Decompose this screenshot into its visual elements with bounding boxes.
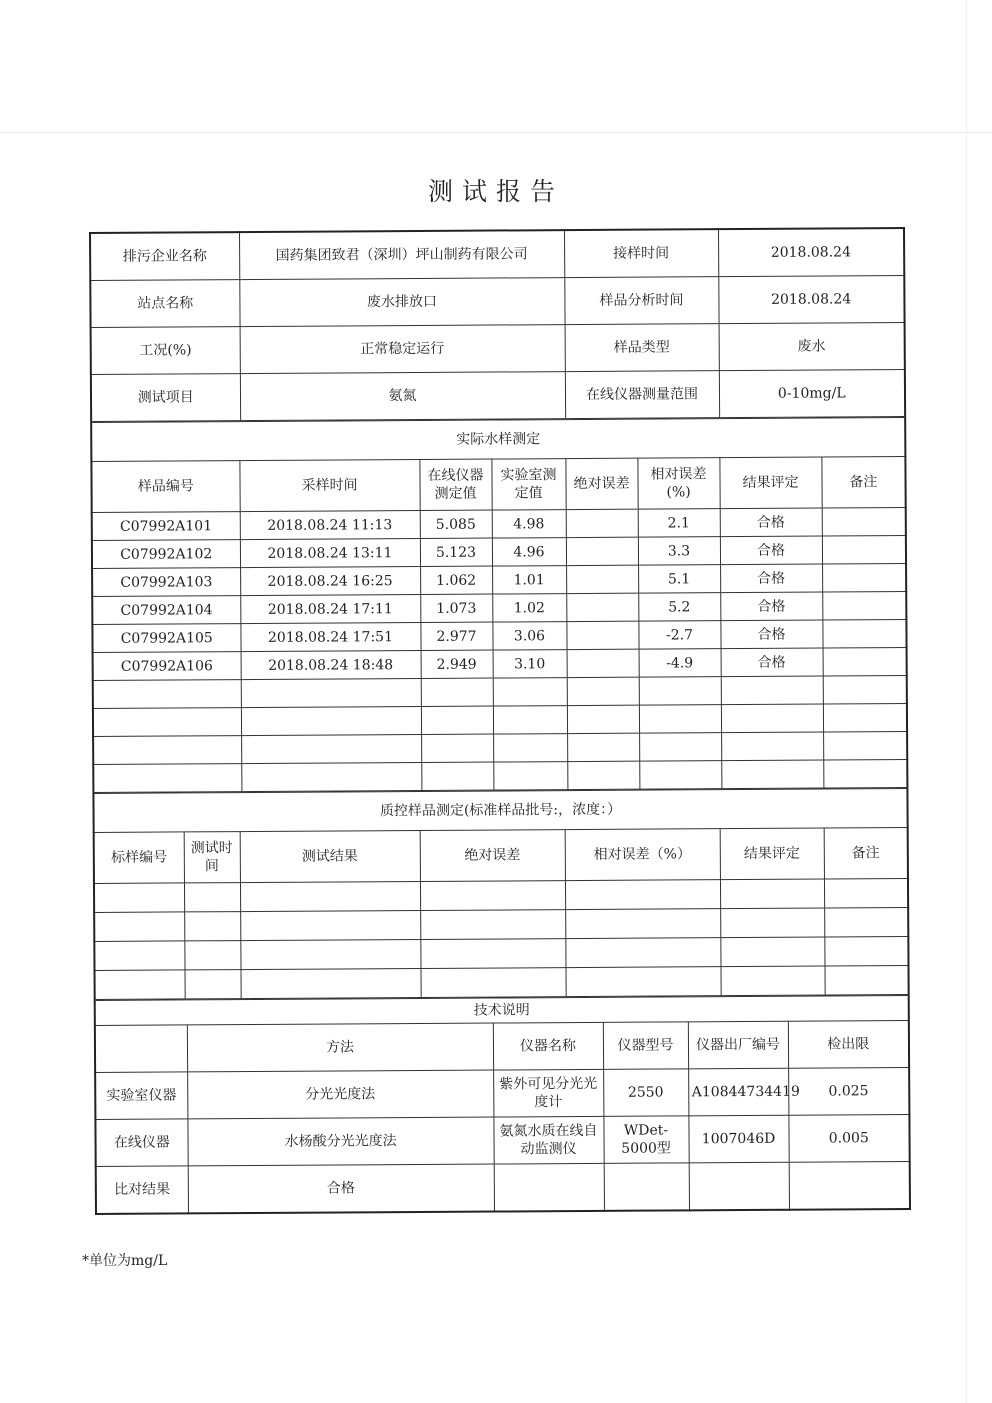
actual-row-cell: 3.3 bbox=[638, 537, 720, 566]
actual-row-cell bbox=[493, 734, 567, 762]
actual-row-cell bbox=[639, 733, 721, 762]
actual-row-cell: 5.085 bbox=[420, 510, 492, 538]
actual-row-cell: 1.01 bbox=[492, 566, 566, 594]
actual-row-cell bbox=[241, 762, 421, 791]
actual-row-cell: 1.062 bbox=[420, 566, 492, 594]
condition-value: 正常稳定运行 bbox=[240, 325, 565, 374]
actual-row-cell: 5.2 bbox=[638, 593, 720, 622]
actual-row-cell bbox=[823, 732, 907, 761]
analysis-time-value: 2018.08.24 bbox=[718, 276, 904, 324]
col-header-online-value: 在线仪器测定值 bbox=[419, 459, 491, 510]
tech-header-detection-limit: 检出限 bbox=[788, 1021, 909, 1069]
actual-row-cell bbox=[567, 705, 639, 733]
qc-row-cell bbox=[720, 937, 824, 967]
actual-row-cell: C07992A102 bbox=[92, 540, 240, 569]
tech-row-cell: WDet-5000型 bbox=[603, 1116, 688, 1164]
col-header-remark: 备注 bbox=[821, 457, 905, 509]
qc-row-cell bbox=[566, 967, 721, 997]
tech-row-cell: 0.025 bbox=[788, 1068, 909, 1116]
actual-row-cell bbox=[639, 705, 721, 734]
actual-row-cell: 4.96 bbox=[492, 538, 566, 566]
qc-rows bbox=[94, 879, 909, 1000]
actual-row-cell bbox=[421, 678, 493, 706]
actual-row-cell: C07992A105 bbox=[92, 624, 240, 653]
actual-row-cell bbox=[93, 736, 241, 765]
actual-row-cell: 1.073 bbox=[420, 594, 492, 622]
actual-row-cell: -4.9 bbox=[639, 649, 721, 678]
range-label: 在线仪器测量范围 bbox=[565, 371, 719, 419]
test-item-value: 氨氮 bbox=[240, 372, 565, 421]
actual-row-cell: 5.123 bbox=[420, 538, 492, 566]
qc-row-cell bbox=[240, 939, 420, 969]
qc-header-test-time: 测试时间 bbox=[184, 832, 240, 883]
site-value: 废水排放口 bbox=[239, 278, 564, 327]
tech-header-instrument-name: 仪器名称 bbox=[493, 1022, 603, 1070]
qc-row-cell bbox=[184, 941, 240, 970]
scan-artifact-line bbox=[0, 132, 992, 133]
tech-row-cell: 氨氮水质在线自动监测仪 bbox=[493, 1116, 603, 1164]
actual-row-cell bbox=[822, 536, 906, 565]
tech-row bbox=[95, 1068, 909, 1120]
col-header-rel-error: 相对误差(%) bbox=[637, 458, 719, 509]
actual-row-cell: -2.7 bbox=[638, 621, 720, 650]
actual-row-cell: 1.02 bbox=[492, 594, 566, 622]
actual-row-cell bbox=[721, 704, 823, 733]
actual-row-cell: 2.1 bbox=[638, 509, 720, 538]
actual-row-cell: 2018.08.24 13:11 bbox=[240, 538, 420, 567]
actual-row-cell bbox=[421, 734, 493, 762]
qc-row-cell bbox=[720, 908, 824, 938]
qc-header-std-id: 标样编号 bbox=[94, 832, 184, 884]
actual-row-cell bbox=[421, 762, 493, 790]
qc-header-remark: 备注 bbox=[824, 828, 908, 880]
actual-row-cell: 5.1 bbox=[638, 565, 720, 594]
tech-row-cell: 水杨酸分光光度法 bbox=[187, 1117, 493, 1166]
qc-row-cell bbox=[94, 912, 184, 942]
actual-row-cell bbox=[822, 620, 906, 649]
qc-row-cell bbox=[824, 937, 908, 967]
actual-row-cell bbox=[721, 676, 823, 705]
tech-row-cell: 实验室仪器 bbox=[95, 1072, 187, 1120]
actual-row-cell: 合格 bbox=[720, 564, 822, 593]
actual-row bbox=[93, 760, 907, 793]
receive-time-label: 接样时间 bbox=[564, 229, 718, 277]
actual-row-cell: C07992A101 bbox=[92, 512, 240, 541]
company-value: 国药集团致君（深圳）坪山制药有限公司 bbox=[239, 230, 564, 279]
tech-row-cell: 0.005 bbox=[788, 1115, 909, 1163]
report-title: 测试报告 bbox=[427, 177, 564, 206]
tech-row bbox=[96, 1162, 910, 1214]
actual-row-cell: 2018.08.24 18:48 bbox=[241, 650, 421, 679]
qc-row-cell bbox=[240, 881, 420, 911]
tech-row-cell bbox=[689, 1162, 789, 1210]
tech-header-serial: 仪器出厂编号 bbox=[688, 1021, 788, 1069]
report-table-container bbox=[89, 227, 911, 1215]
actual-row-cell bbox=[567, 733, 639, 761]
basic-info-table bbox=[89, 227, 906, 422]
tech-row-cell: 在线仪器 bbox=[95, 1119, 187, 1167]
qc-row-cell bbox=[184, 912, 240, 941]
qc-row-cell bbox=[824, 908, 908, 938]
actual-row-cell bbox=[822, 592, 906, 621]
actual-row-cell bbox=[566, 509, 638, 537]
sample-type-label: 样品类型 bbox=[565, 324, 719, 372]
actual-row-cell: C07992A103 bbox=[92, 568, 240, 597]
actual-row-cell bbox=[493, 678, 567, 706]
qc-header-abs-error: 绝对误差 bbox=[420, 830, 565, 882]
tech-row-cell: 1007046D bbox=[688, 1115, 788, 1163]
tech-header-blank bbox=[95, 1025, 187, 1073]
actual-row-cell bbox=[567, 649, 639, 677]
tech-row bbox=[95, 1115, 909, 1167]
actual-row-cell bbox=[93, 708, 241, 737]
actual-row-cell bbox=[567, 677, 639, 705]
qc-row-cell bbox=[565, 909, 720, 939]
qc-table bbox=[92, 788, 909, 1000]
actual-row-cell: 合格 bbox=[720, 592, 822, 621]
actual-row-cell bbox=[639, 677, 721, 706]
tech-section-title: 技术说明 bbox=[95, 996, 909, 1026]
actual-row-cell: 合格 bbox=[720, 620, 822, 649]
actual-row-cell: 4.98 bbox=[492, 510, 566, 538]
actual-row-cell bbox=[566, 593, 638, 621]
actual-row-cell bbox=[822, 508, 906, 537]
qc-row-cell bbox=[565, 880, 720, 910]
tech-table bbox=[94, 995, 911, 1215]
qc-section-title: 质控样品测定(标准样品批号:，浓度：） bbox=[93, 789, 907, 833]
col-header-sample-id: 样品编号 bbox=[91, 461, 239, 513]
actual-row-cell: 2018.08.24 17:11 bbox=[240, 594, 420, 623]
tech-row-cell: 分光光度法 bbox=[187, 1070, 493, 1119]
tech-rows bbox=[95, 1068, 910, 1214]
actual-row-cell: C07992A104 bbox=[92, 596, 240, 625]
qc-row-cell bbox=[420, 910, 565, 940]
actual-row-cell bbox=[421, 706, 493, 734]
receive-time-value: 2018.08.24 bbox=[718, 228, 904, 277]
qc-row-cell bbox=[240, 910, 420, 940]
qc-row-cell bbox=[95, 970, 185, 1000]
actual-row-cell bbox=[823, 676, 907, 705]
qc-row-cell bbox=[185, 970, 241, 999]
tech-row-cell bbox=[494, 1163, 604, 1211]
tech-row-cell: 紫外可见分光光度计 bbox=[493, 1069, 603, 1117]
actual-section-title: 实际水样测定 bbox=[91, 418, 905, 462]
actual-row-cell: 2.977 bbox=[420, 622, 492, 650]
col-header-abs-error: 绝对误差 bbox=[565, 458, 637, 509]
actual-row-cell bbox=[823, 704, 907, 733]
actual-row-cell bbox=[493, 706, 567, 734]
qc-row-cell bbox=[94, 883, 184, 913]
actual-row-cell bbox=[823, 760, 907, 789]
actual-row-cell bbox=[493, 762, 567, 790]
qc-row-cell bbox=[824, 966, 908, 996]
actual-row-cell bbox=[639, 761, 721, 790]
site-label: 站点名称 bbox=[90, 280, 239, 328]
actual-row-cell bbox=[567, 761, 639, 789]
tech-header-method: 方法 bbox=[187, 1023, 493, 1072]
analysis-time-label: 样品分析时间 bbox=[564, 277, 718, 325]
qc-row bbox=[95, 966, 909, 1000]
qc-row-cell bbox=[824, 879, 908, 909]
actual-row-cell bbox=[241, 734, 421, 763]
tech-row-cell: 合格 bbox=[188, 1164, 494, 1213]
actual-row-cell: 合格 bbox=[721, 648, 823, 677]
qc-header-evaluation: 结果评定 bbox=[720, 828, 824, 880]
col-header-sampling-time: 采样时间 bbox=[239, 459, 419, 511]
actual-sample-table bbox=[90, 417, 908, 793]
actual-row-cell: 2018.08.24 16:25 bbox=[240, 566, 420, 595]
tech-row-cell: 比对结果 bbox=[96, 1166, 188, 1214]
actual-row-cell: 合格 bbox=[720, 508, 822, 537]
actual-row-cell bbox=[93, 680, 241, 709]
actual-row-cell bbox=[721, 732, 823, 761]
unit-footnote: *单位为mg/L bbox=[82, 1253, 168, 1269]
actual-row-cell: 2018.08.24 17:51 bbox=[240, 622, 420, 651]
qc-row-cell bbox=[421, 968, 566, 998]
qc-row-cell bbox=[420, 881, 565, 911]
qc-row-cell bbox=[420, 939, 565, 969]
actual-rows bbox=[92, 508, 908, 793]
qc-row-cell bbox=[720, 966, 824, 996]
actual-row-cell: C07992A106 bbox=[93, 652, 241, 681]
qc-row-cell bbox=[241, 968, 421, 998]
qc-header-result: 测试结果 bbox=[240, 830, 420, 882]
actual-row-cell bbox=[721, 760, 823, 789]
actual-row-cell bbox=[822, 564, 906, 593]
actual-row-cell bbox=[566, 621, 638, 649]
actual-row-cell: 2018.08.24 11:13 bbox=[240, 510, 420, 539]
tech-row-cell bbox=[604, 1163, 689, 1211]
qc-row-cell bbox=[184, 883, 240, 912]
actual-row-cell bbox=[241, 706, 421, 735]
col-header-lab-value: 实验室测定值 bbox=[491, 459, 565, 510]
condition-label: 工况(%) bbox=[91, 327, 240, 375]
tech-row-cell: 2550 bbox=[603, 1069, 688, 1117]
scan-artifact-line-vertical bbox=[966, 0, 967, 1403]
actual-row-cell bbox=[93, 764, 241, 793]
qc-row-cell bbox=[720, 879, 824, 909]
tech-header-model: 仪器型号 bbox=[603, 1022, 688, 1070]
actual-row-cell bbox=[241, 678, 421, 707]
tech-row-cell: A10844734419 bbox=[688, 1068, 788, 1116]
qc-header-rel-error: 相对误差（%） bbox=[565, 829, 720, 881]
qc-row-cell bbox=[94, 941, 184, 971]
actual-row-cell: 2.949 bbox=[421, 650, 493, 678]
sample-type-value: 废水 bbox=[719, 323, 905, 371]
test-item-label: 测试项目 bbox=[91, 374, 240, 422]
col-header-result: 结果评定 bbox=[719, 457, 821, 509]
actual-row-cell: 3.10 bbox=[493, 650, 567, 678]
actual-row-cell bbox=[566, 537, 638, 565]
actual-row-cell: 3.06 bbox=[492, 622, 566, 650]
actual-row-cell: 合格 bbox=[720, 536, 822, 565]
actual-row-cell bbox=[566, 565, 638, 593]
actual-row-cell bbox=[823, 648, 907, 677]
qc-row-cell bbox=[565, 938, 720, 968]
tech-row-cell bbox=[789, 1162, 910, 1210]
range-value: 0-10mg/L bbox=[719, 370, 905, 418]
company-label: 排污企业名称 bbox=[90, 232, 239, 280]
